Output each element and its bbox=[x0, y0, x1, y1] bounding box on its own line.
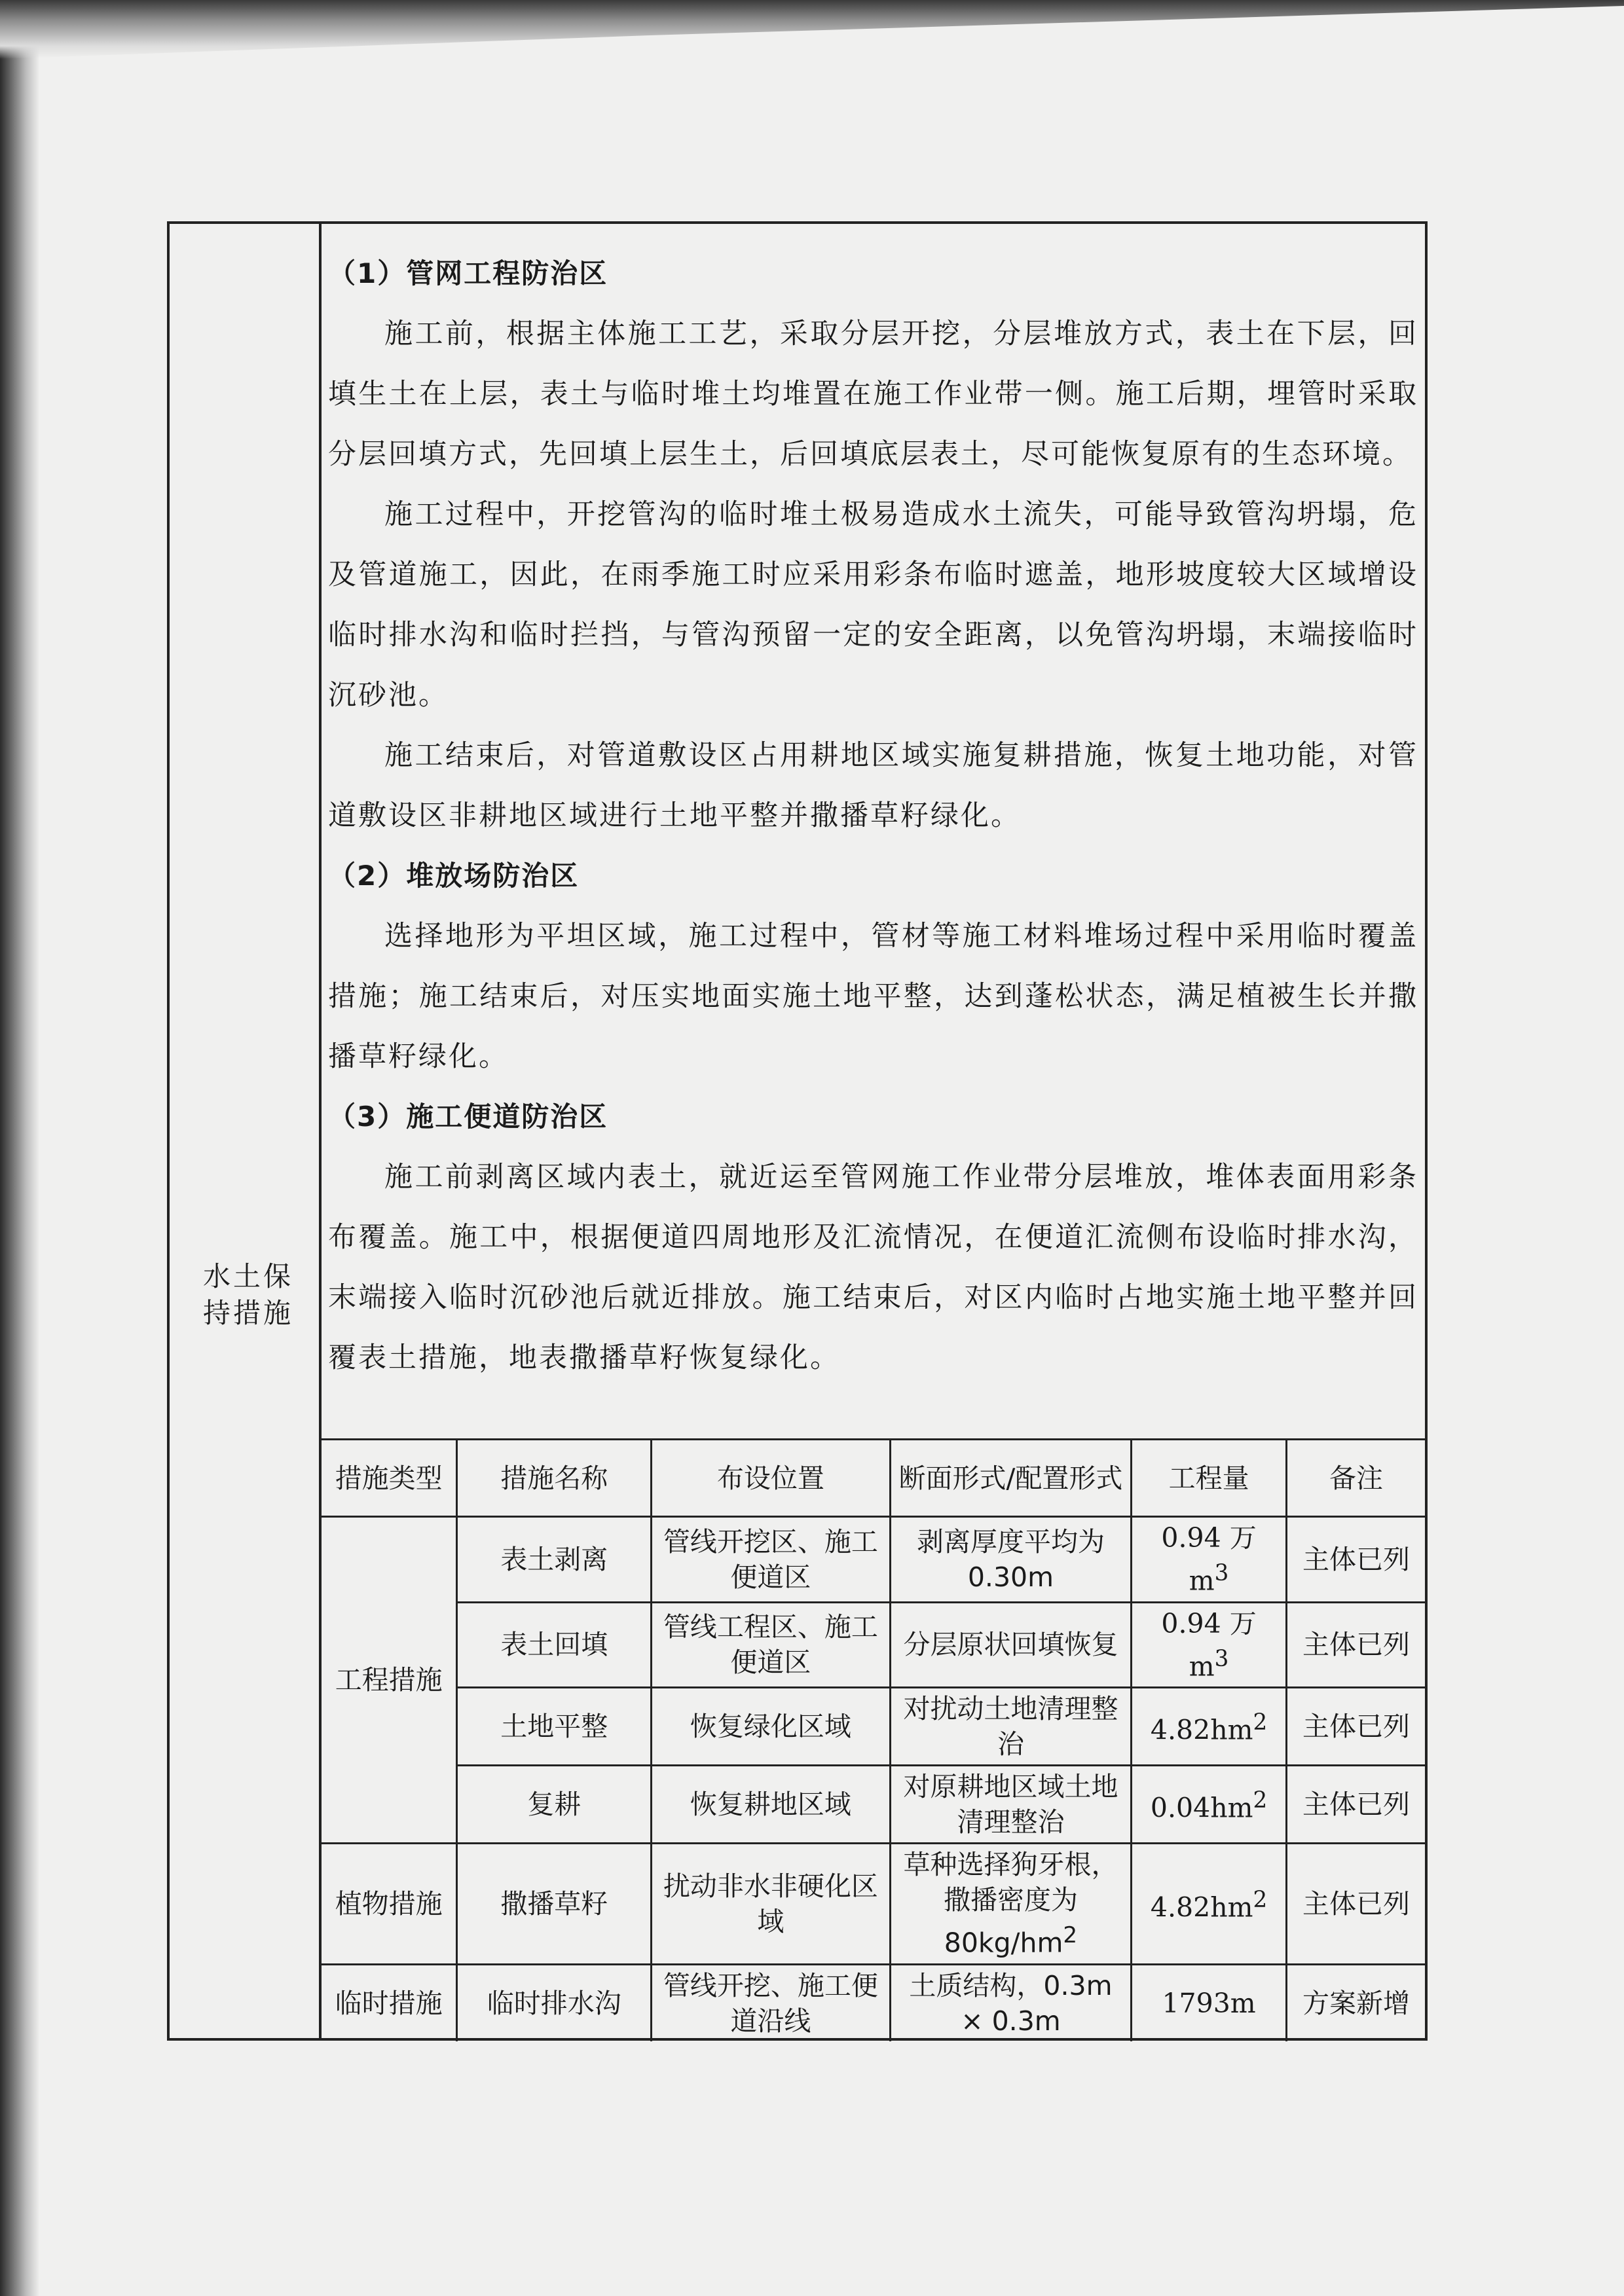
measure-name: 表土剥离 bbox=[457, 1517, 652, 1603]
measure-note: 主体已列 bbox=[1286, 1844, 1425, 1965]
table-row bbox=[322, 1602, 1425, 1688]
table-header-row bbox=[322, 1440, 1425, 1517]
measures-text bbox=[328, 244, 1418, 1388]
measure-form: 分层原状回填恢复 bbox=[890, 1602, 1132, 1688]
section-heading: （2）堆放场防治区 bbox=[328, 860, 580, 892]
table-row bbox=[322, 1766, 1425, 1844]
measure-quantity: 0.94 万 $m^3$ bbox=[1132, 1517, 1287, 1603]
table-header: 断面形式/配置形式 bbox=[890, 1440, 1132, 1517]
measure-form: 对扰动土地清理整治 bbox=[890, 1688, 1132, 1766]
measures-table bbox=[322, 1438, 1425, 2041]
measure-quantity: $0.04hm^2$ bbox=[1132, 1766, 1287, 1844]
measure-location: 管线工程区、施工便道区 bbox=[652, 1602, 891, 1688]
measure-location: 管线开挖、施工便道沿线 bbox=[652, 1964, 891, 2041]
measure-form: 土质结构，0.3m × 0.3m bbox=[890, 1964, 1132, 2041]
measure-quantity: 0.94 万 $m^3$ bbox=[1132, 1602, 1287, 1688]
measure-location: 恢复耕地区域 bbox=[652, 1766, 891, 1844]
measure-note: 主体已列 bbox=[1286, 1517, 1425, 1603]
measure-note: 主体已列 bbox=[1286, 1766, 1425, 1844]
measure-location: 恢复绿化区域 bbox=[652, 1688, 891, 1766]
table-row bbox=[322, 1844, 1425, 1965]
table-header: 措施名称 bbox=[457, 1440, 652, 1517]
table-row bbox=[322, 1688, 1425, 1766]
table-header: 工程量 bbox=[1132, 1440, 1287, 1517]
measures-frame bbox=[167, 221, 1428, 2041]
table-header: 布设位置 bbox=[652, 1440, 891, 1517]
measure-quantity: $4.82hm^2$ bbox=[1132, 1844, 1287, 1965]
section-heading: （1）管网工程防治区 bbox=[328, 257, 608, 289]
row-label-cell bbox=[170, 224, 322, 2038]
page-top-shadow bbox=[0, 0, 1624, 59]
measure-quantity: 1793m bbox=[1132, 1964, 1287, 2041]
measure-location: 扰动非水非硬化区域 bbox=[652, 1844, 891, 1965]
page-spine-shadow bbox=[0, 0, 39, 2296]
measure-note: 主体已列 bbox=[1286, 1688, 1425, 1766]
measure-type: 临时措施 bbox=[322, 1964, 457, 2041]
measure-type: 植物措施 bbox=[322, 1844, 457, 1965]
measure-note: 方案新增 bbox=[1286, 1964, 1425, 2041]
measure-name: 临时排水沟 bbox=[457, 1964, 652, 2041]
measure-form: 对原耕地区域土地清理整治 bbox=[890, 1766, 1132, 1844]
measure-quantity: $4.82hm^2$ bbox=[1132, 1688, 1287, 1766]
section-heading: （3）施工便道防治区 bbox=[328, 1101, 608, 1133]
section-paragraph: 施工过程中，开挖管沟的临时堆土极易造成水土流失，可能导致管沟坍塌，危及管道施工，因此，在雨季施工时应采用彩条布临时遮盖，地形坡度较大区域增设临时排水沟和临时拦挡，与管沟预留一定的安全距离，以免管沟坍塌，末端接临时沉砂池。 bbox=[328, 498, 1418, 712]
measure-name: 撒播草籽 bbox=[457, 1844, 652, 1965]
table-header: 备注 bbox=[1286, 1440, 1425, 1517]
table-header: 措施类型 bbox=[322, 1440, 457, 1517]
row-label: 水土保持措施 bbox=[202, 1260, 293, 1329]
section-paragraph: 施工前，根据主体施工工艺，采取分层开挖，分层堆放方式，表土在下层，回填生土在上层，表土与临时堆土均堆置在施工作业带一侧。施工后期，埋管时采取分层回填方式，先回填上层生土，后回填底层表土，尽可能恢复原有的生态环境。 bbox=[328, 318, 1418, 471]
measure-form: 剥离厚度平均为 0.30m bbox=[890, 1517, 1132, 1603]
measure-form: 草种选择狗牙根，撒播密度为 $80kg/hm^2$ bbox=[890, 1844, 1132, 1965]
section-paragraph: 施工结束后，对管道敷设区占用耕地区域实施复耕措施，恢复土地功能，对管道敷设区非耕地区域进行土地平整并撒播草籽绿化。 bbox=[328, 739, 1418, 832]
measure-name: 土地平整 bbox=[457, 1688, 652, 1766]
measure-location: 管线开挖区、施工便道区 bbox=[652, 1517, 891, 1603]
table-row bbox=[322, 1517, 1425, 1603]
section-paragraph: 选择地形为平坦区域，施工过程中，管材等施工材料堆场过程中采用临时覆盖措施；施工结束后，对压实地面实施土地平整，达到蓬松状态，满足植被生长并撒播草籽绿化。 bbox=[328, 920, 1418, 1073]
measure-name: 复耕 bbox=[457, 1766, 652, 1844]
measure-name: 表土回填 bbox=[457, 1602, 652, 1688]
table-row bbox=[322, 1964, 1425, 2041]
measure-type: 工程措施 bbox=[322, 1517, 457, 1844]
measure-note: 主体已列 bbox=[1286, 1602, 1425, 1688]
section-paragraph: 施工前剥离区域内表土，就近运至管网施工作业带分层堆放，堆体表面用彩条布覆盖。施工中，根据便道四周地形及汇流情况，在便道汇流侧布设临时排水沟，末端接入临时沉砂池后就近排放。施工结束后，对区内临时占地实施土地平整并回覆表土措施，地表撒播草籽恢复绿化。 bbox=[328, 1161, 1418, 1374]
content-cell bbox=[322, 224, 1425, 2038]
